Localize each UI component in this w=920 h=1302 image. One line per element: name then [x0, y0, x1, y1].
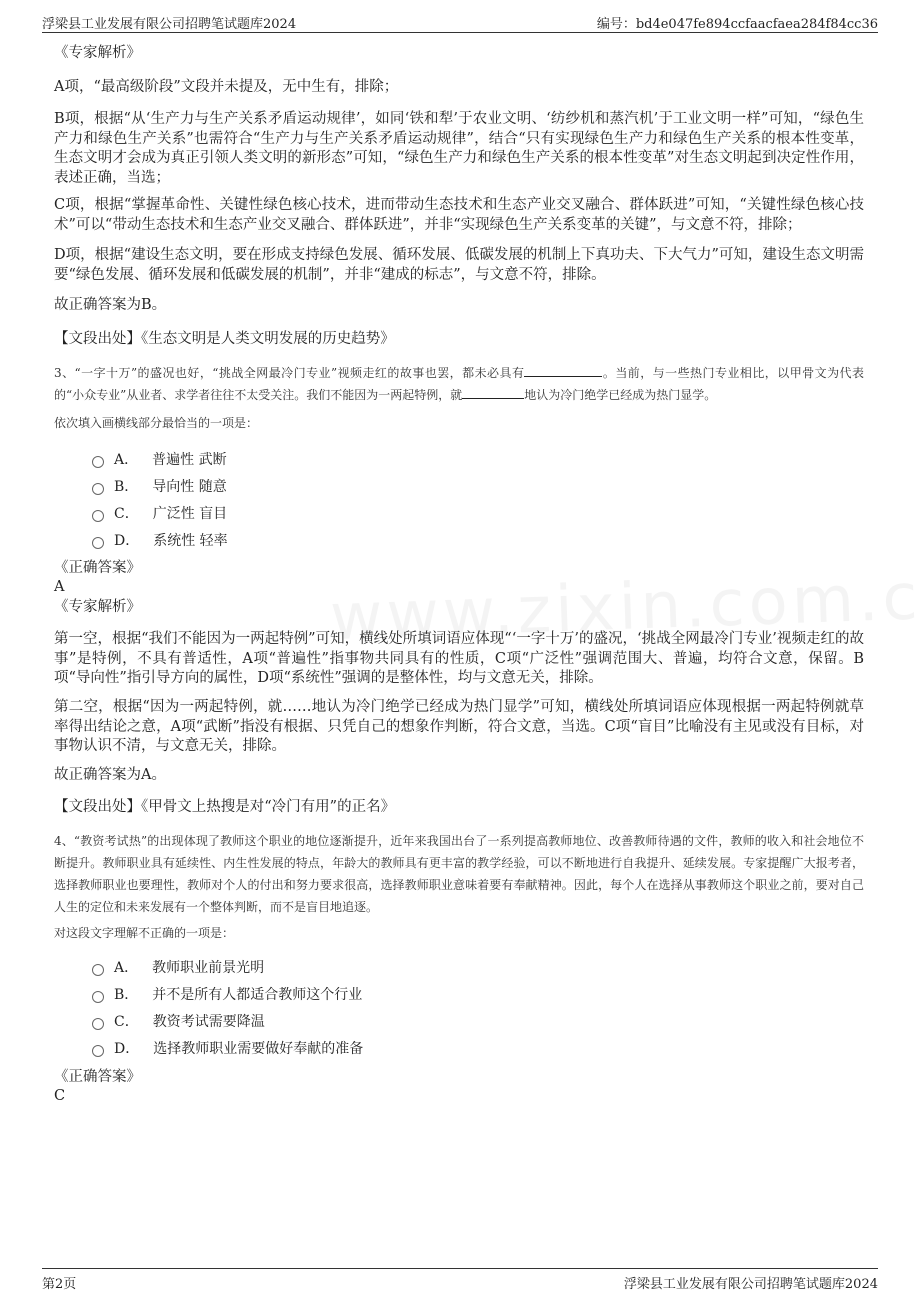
radio-icon[interactable] [92, 964, 104, 976]
option-text: 导向性 随意 [152, 479, 227, 495]
option-text: 系统性 轻率 [153, 533, 228, 549]
option-letter: C． [114, 506, 139, 522]
q4-prompt: 对这段文字理解不正确的一项是： [54, 926, 235, 940]
option-text: 教资考试需要降温 [152, 1014, 265, 1030]
q3-option-b[interactable] [92, 477, 227, 497]
q4-option-a[interactable] [92, 958, 264, 978]
q4-answer: C [54, 1088, 66, 1104]
option-text: 广泛性 盲目 [152, 506, 228, 522]
q3-prompt: 依次填入画横线部分最恰当的一项是： [54, 416, 259, 430]
q3-stem-part3: 地认为冷门绝学已经成为热门显学。 [524, 388, 717, 402]
option-text: 普遍性 武断 [152, 452, 227, 468]
q4-answer-label: 《正确答案》 [54, 1069, 141, 1085]
q3-blank-1[interactable] [524, 364, 602, 377]
page-footer [42, 1268, 878, 1293]
radio-icon[interactable] [92, 510, 104, 522]
option-letter: D． [114, 1041, 140, 1057]
page-header [42, 10, 878, 33]
header-title: 浮梁县工业发展有限公司招聘笔试题库2024 [42, 17, 297, 32]
q3-expert-label: 《专家解析》 [54, 599, 141, 615]
q3-answer-label: 《正确答案》 [54, 560, 141, 576]
radio-icon[interactable] [92, 1018, 104, 1030]
radio-icon[interactable] [92, 991, 104, 1003]
q2-analysis-d: D项，根据“建设生态文明，要在形成支持绿色发展、循环发展、低碳发展的机制上下真功夫、下大气力”可知，建设生态文明需要“绿色发展、循环发展和低碳发展的机制”，并非“建成的标志”，与文意不符，排除。 [54, 247, 864, 283]
q2-analysis-a: A项，“最高级阶段”文段并未提及，无中生有，排除； [54, 79, 399, 95]
option-text: 并不是所有人都适合教师这个行业 [152, 987, 363, 1003]
q3-answer: A [54, 579, 65, 595]
q4-option-b[interactable] [92, 985, 362, 1005]
option-letter: A． [114, 960, 139, 976]
q4-stem: 4、“教资考试热”的出现体现了教师这个职业的地位逐渐提升，近年来我国出台了一系列提高教师地位、改善教师待遇的文件，教师的收入和社会地位不断提升。教师职业具有延续性、内生性发展的特点，年龄大的教师具有更丰富的教学经验，可以不断地进行自我提升、延续发展。专家提醒广大报考者，选择教师职业也要理性，教师对个人的付出和努力要求很高，选择教师职业意味着要有奉献精神。因此，每个人在选择从事教师这个职业之前，要对自己人生的定位和未来发展有一个整体判断，而不是盲目地追逐。 [54, 834, 864, 914]
q2-conclusion: 故正确答案为B。 [54, 297, 167, 313]
radio-icon[interactable] [92, 483, 104, 495]
q3-analysis-1: 第一空，根据“我们不能因为一两起特例”可知，横线处所填词语应体现“‘一字十万’的盛况，‘挑战全网最冷门专业’视频走红的故事”是特例，不具有普适性，A项“普遍性”指事物共同具有的性质，C项“广泛性”强调范围大、普遍，均符合文意，保留。B项“导向性”指引导方向的属性，D项“系统性”强调的是整体性，均与文意无关，排除。 [54, 631, 864, 686]
option-letter: D． [114, 533, 140, 549]
q3-stem-part1: 3、“一字十万”的盛况也好，“挑战全网最冷门专业”视频走红的故事也罢，都未必具有 [54, 366, 525, 380]
footer-title: 浮梁县工业发展有限公司招聘笔试题库2024 [623, 1277, 878, 1292]
q3-stem-part2: 。当前，与一些热门专业相比，以甲骨文为代表的“小众专业”从业者、求学者往往不太受关注。我们不能因为一两起特例，就 [54, 366, 864, 402]
q2-source: 【文段出处】《生态文明是人类文明发展的历史趋势》 [54, 331, 395, 347]
q3-blank-2[interactable] [462, 386, 524, 399]
q3-option-c[interactable] [92, 504, 227, 524]
option-letter: B． [114, 987, 139, 1003]
q3-analysis-2: 第二空，根据“因为一两起特例，就……地认为冷门绝学已经成为热门显学”可知，横线处所填词语应体现根据一两起特例就草率得出结论之意，A项“武断”指没有根据、只凭自己的想象作判断，符合文意，当选。C项“盲目”比喻没有主见或没有目标，对事物认识不清，与文意无关，排除。 [54, 699, 864, 754]
option-letter: A． [114, 452, 139, 468]
q3-option-a[interactable] [92, 450, 227, 470]
page-number: 第2页 [42, 1277, 77, 1292]
q2-analysis-c: C项，根据“掌握革命性、关键性绿色核心技术，进而带动生态技术和生态产业交叉融合、群体跃进”可知，“关键性绿色核心技术”可以“带动生态技术和生态产业交叉融合、群体跃进”，并非“实现绿色生产关系变革的关键”，与文意不符，排除； [54, 197, 864, 233]
radio-icon[interactable] [92, 1045, 104, 1057]
q3-stem [54, 362, 864, 406]
q2-analysis-b: B项，根据“从‘生产力与生产关系矛盾运动规律’，如同‘铁和犁’于农业文明、‘纺纱机和蒸汽机’于工业文明一样”可知，“绿色生产力和绿色生产关系”也需符合“生产力与生产关系矛盾运动规律”，结合“只有实现绿色生产力和绿色生产关系的根本性变革，生态文明才会成为真正引领人类文明的新形态”可知，“绿色生产力和绿色生产关系的根本性变革”对生态文明起到决定性作用，表述正确，当选； [54, 111, 864, 186]
option-letter: C． [114, 1014, 139, 1030]
q3-source: 【文段出处】《甲骨文上热搜是对“冷门有用”的正名》 [54, 799, 396, 815]
option-text: 选择教师职业需要做好奉献的准备 [153, 1041, 364, 1057]
q4-option-c[interactable] [92, 1012, 265, 1032]
q4-option-d[interactable] [92, 1039, 363, 1059]
option-letter: B． [114, 479, 139, 495]
radio-icon[interactable] [92, 537, 104, 549]
option-text: 教师职业前景光明 [152, 960, 265, 976]
header-doc-id: 编号：bd4e047fe894ccfaacfaea284f84cc36 [596, 17, 878, 32]
radio-icon[interactable] [92, 456, 104, 468]
q3-option-d[interactable] [92, 531, 228, 551]
q2-expert-label: 《专家解析》 [54, 45, 141, 61]
q3-conclusion: 故正确答案为A。 [54, 767, 166, 783]
